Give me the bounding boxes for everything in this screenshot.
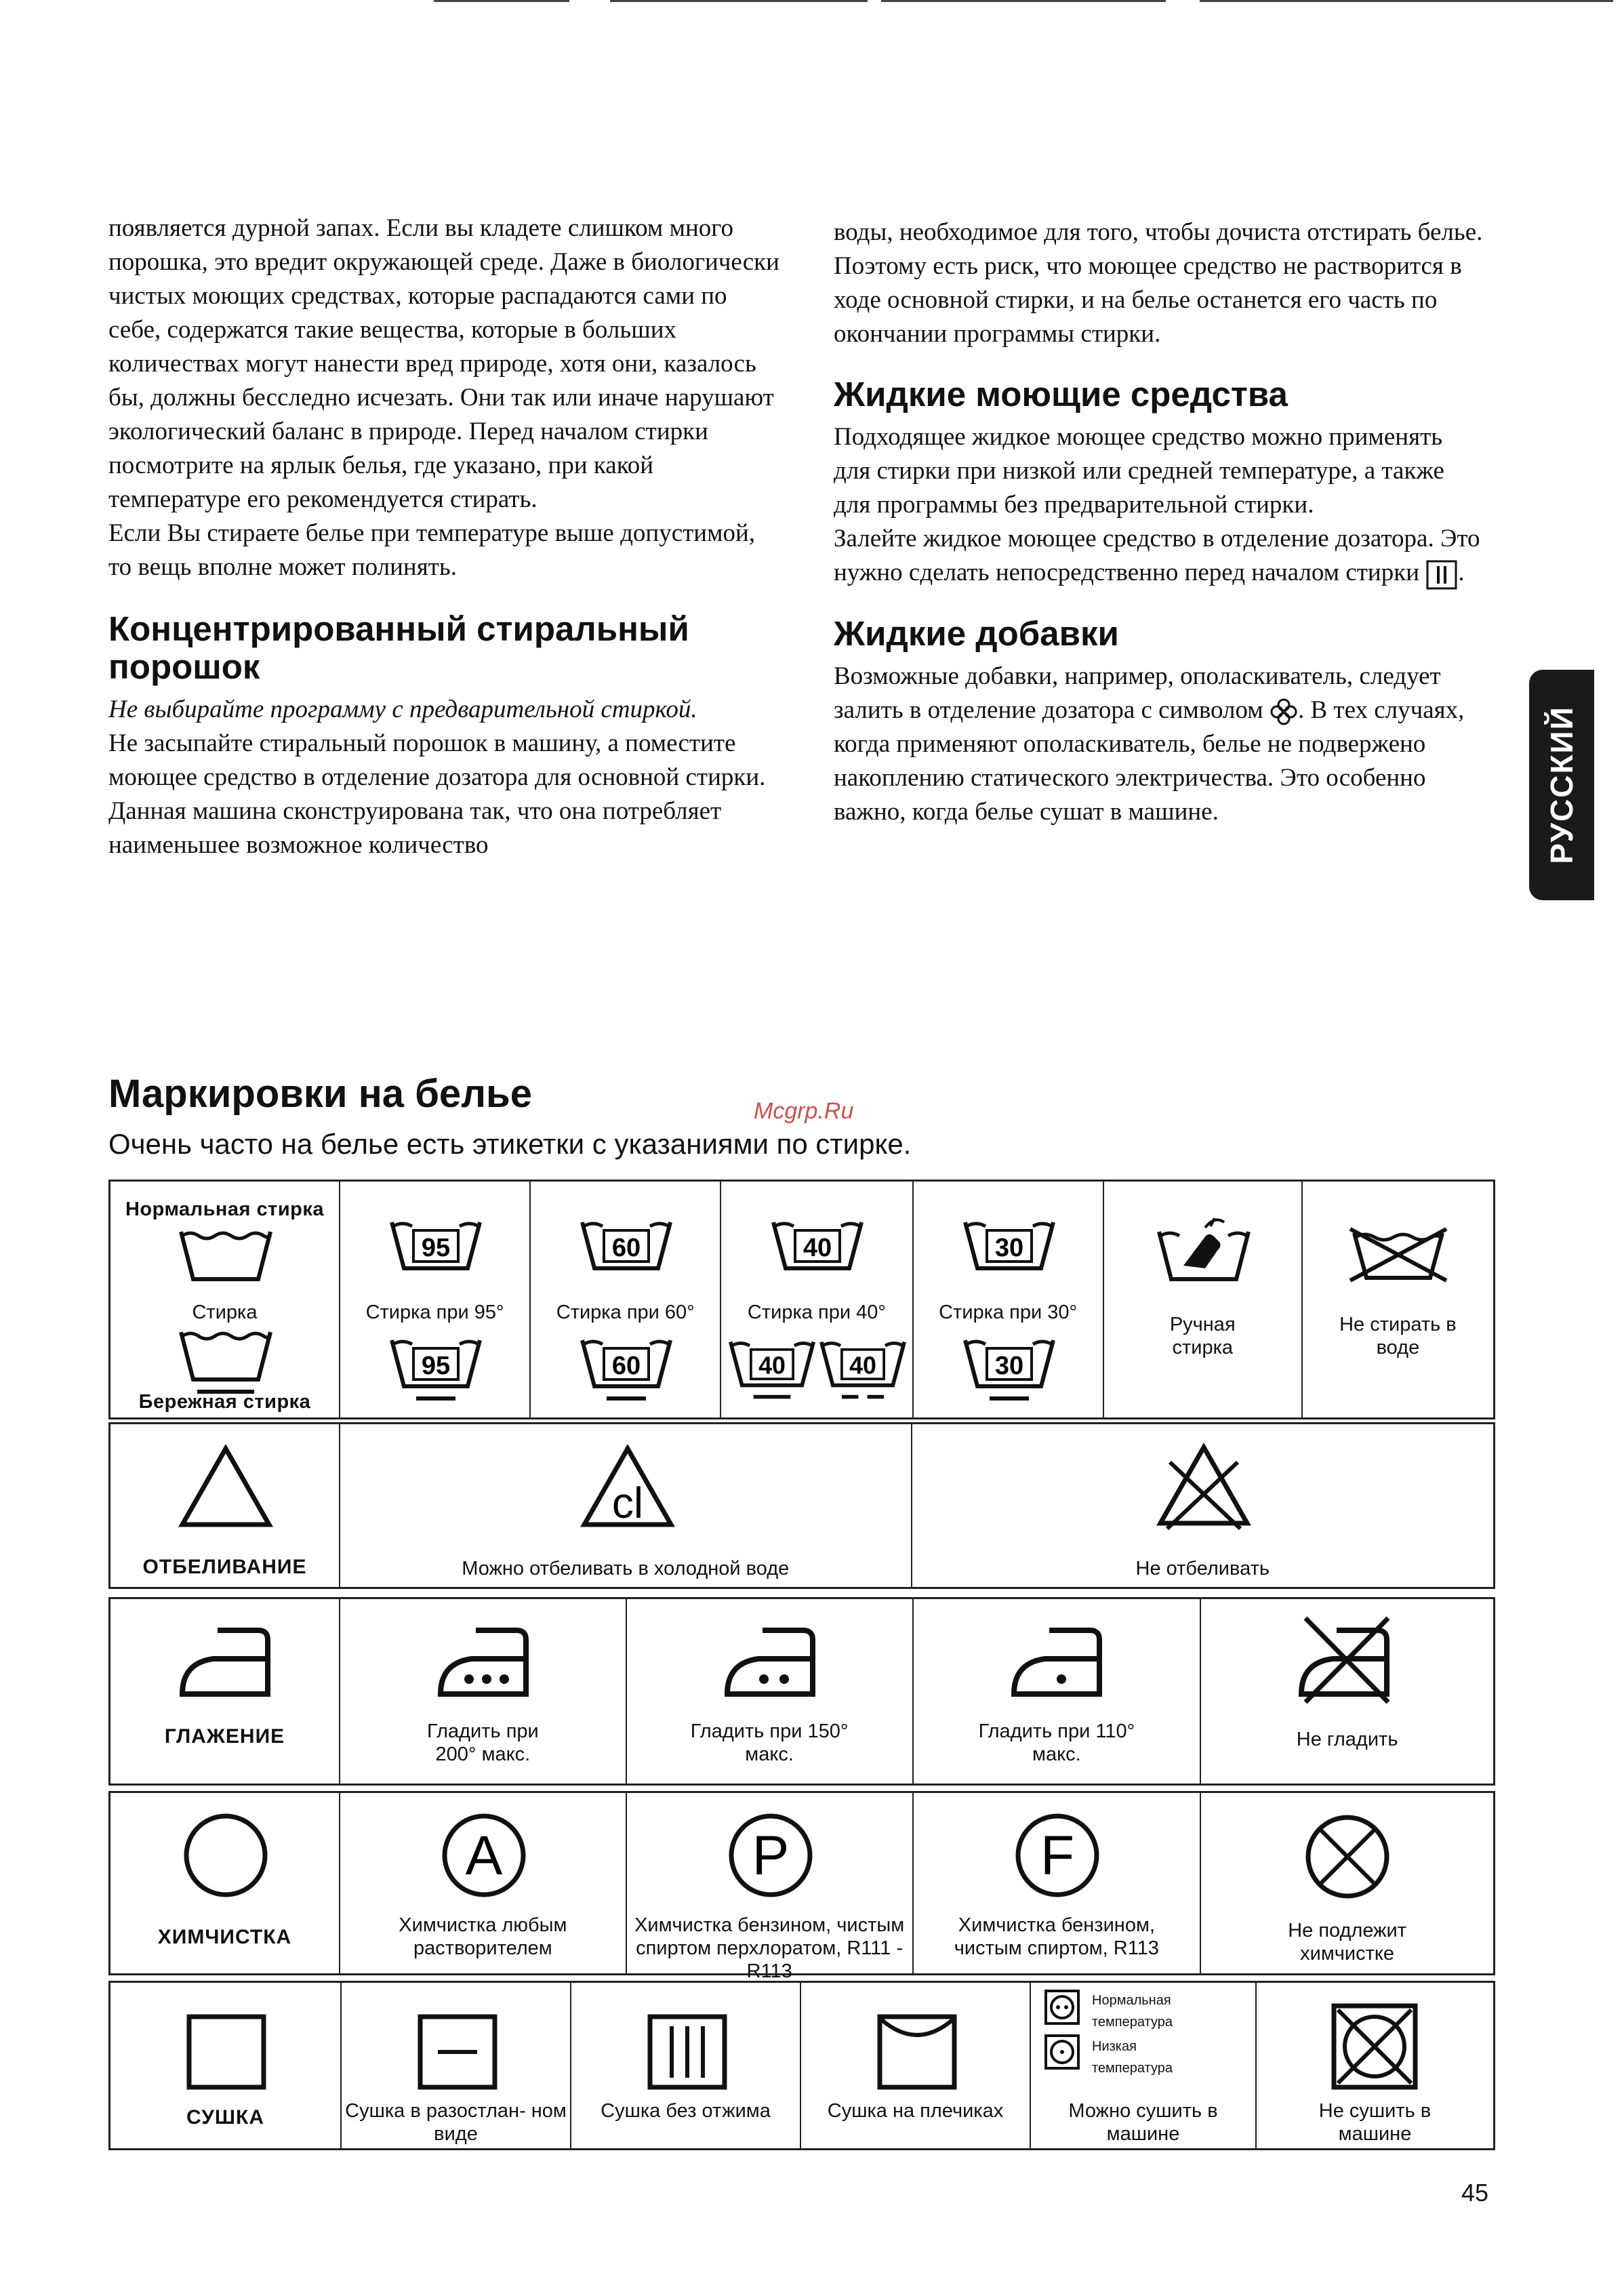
low-temp-label: Низкая температура	[1092, 2039, 1173, 2076]
wash-40-icon	[771, 1218, 864, 1272]
tumble-dry-cell	[1031, 1983, 1257, 2148]
left-paragraph-1: появляется дурной запах. Если вы кладете слишком много порошка, это вредит окружающей среде. Даже в биологически чистых моющих средствах, которые распадаются сами по себе, содержатся такие вещества, которые в больших количествах могут нанести вред природе, хотя они, казалось бы, должны бесследно исчезать. Они так или иначе нарушают экологический баланс в природе. Перед началом стирки посмотрите на ярлык белья, где указано, при какой температуре его рекомендуется стирать.	[108, 214, 779, 513]
left-paragraph-3: Не засыпайте стиральный порошок в машину, а поместите моющее средство в отделение дозатора для основной стирки.	[108, 729, 766, 791]
no-tumble-dry-cell	[1257, 1983, 1493, 2148]
hand-wash-icon	[1156, 1211, 1251, 1286]
wash-95-icon	[389, 1218, 483, 1272]
dry-clean-f-letter: F	[1040, 1825, 1074, 1887]
hand-wash-cell	[1104, 1182, 1303, 1417]
iron-symbols-row	[108, 1597, 1495, 1786]
hand-wash-label: Ручная стирка	[1169, 1314, 1236, 1358]
dry-clean-symbols-row	[108, 1791, 1495, 1982]
dry-flat-cell	[342, 1983, 571, 2148]
dry-clean-p-label: Химчистка бензином, чистым спиртом перхлоратом, R111 - R113	[634, 1914, 905, 1982]
chlorine-symbol-text: cl	[611, 1478, 644, 1527]
drying-square-icon	[186, 2014, 266, 2090]
iron-200-icon	[435, 1625, 534, 1699]
tumble-dry-low-icon	[1043, 2033, 1081, 2071]
wash-40-cell	[721, 1182, 913, 1417]
left-paragraph-2: Если Вы стираете белье при температуре выше допустимой, то вещь вполне может полинять.	[108, 519, 756, 581]
drip-dry-icon	[647, 2014, 727, 2090]
dry-title-cell	[110, 1983, 342, 2148]
right-paragraph-2: Поэтому есть риск, что моющее средство не растворится в ходе основной стирки, и на белье останется его часть по окончании программы стирки.	[834, 252, 1462, 348]
chlorine-bleach-icon	[580, 1445, 675, 1529]
svg-text:30: 30	[994, 1352, 1023, 1380]
do-not-bleach-icon	[1156, 1442, 1251, 1530]
right-paragraph-4-text: Залейте жидкое моющее средство в отделение дозатора. Это нужно сделать непосредственно перед началом стирки	[834, 525, 1480, 586]
right-paragraph-1: воды, необходимое для того, чтобы дочиста отстирать белье.	[834, 218, 1483, 246]
no-dry-clean-cell	[1201, 1793, 1493, 1973]
wash-symbols-row	[108, 1180, 1495, 1419]
heading-liquid-detergents: Жидкие моющие средства	[834, 375, 1288, 414]
top-rule	[610, 0, 868, 2]
italic-note: Не выбирайте программу с предварительной стиркой.	[108, 696, 697, 723]
iron-title: ГЛАЖЕНИЕ	[164, 1725, 285, 1748]
iron-title-cell	[110, 1599, 340, 1784]
bleach-triangle-icon	[178, 1445, 273, 1529]
section-title: Маркировки на белье	[108, 1072, 532, 1116]
svg-text:60: 60	[612, 1234, 641, 1262]
dry-clean-f-label: Химчистка бензином, чистым спиртом, R113	[954, 1914, 1159, 1959]
wash-30-icon	[962, 1218, 1056, 1272]
gentle-wash-label: Бережная стирка	[138, 1391, 311, 1413]
iron-110-label: Гладить при 110° макс.	[978, 1720, 1135, 1765]
gentle-wash-40-icon	[728, 1336, 816, 1404]
left-paragraph-4: Данная машина сконструирована так, что она потребляет наименьшее возможное количество	[108, 797, 722, 859]
right-paragraph-4	[834, 522, 1484, 590]
dry-drip-label: Сушка без отжима	[601, 2100, 771, 2122]
iron-110-icon	[1009, 1625, 1108, 1699]
page-number: 45	[1461, 2179, 1489, 2207]
wash-30-cell	[914, 1182, 1104, 1417]
dry-clean-a-cell	[340, 1793, 627, 1973]
dry-clean-f-icon	[1013, 1811, 1102, 1900]
iron-150-cell	[627, 1599, 914, 1784]
hang-dry-icon	[877, 2014, 957, 2090]
right-paragraph-5a: Возможные добавки, например, ополаскиватель, следует залить в отделение дозатора с символом	[834, 662, 1441, 724]
svg-text:95: 95	[421, 1234, 451, 1262]
wash-30-label: Стирка при 30°	[939, 1302, 1078, 1323]
wash-tub-icon	[177, 1229, 275, 1283]
svg-text:40: 40	[803, 1234, 832, 1262]
gentle-wash-95-icon	[389, 1336, 483, 1404]
gentle-wash-30-icon	[962, 1336, 1056, 1404]
iron-150-icon	[722, 1625, 821, 1699]
gentle-wash-60-icon	[580, 1336, 673, 1404]
right-paragraph-3: Подходящее жидкое моющее средство можно применять для стирки при низкой или средней температуре, а также для программы без предварительной стирки.	[834, 423, 1444, 519]
iron-110-cell	[914, 1599, 1202, 1784]
language-side-tab-label: РУССКИЙ	[1544, 706, 1579, 864]
dry-clean-circle-icon	[181, 1811, 270, 1900]
dry-symbols-row	[108, 1981, 1495, 2150]
tumble-dry-label: Можно сушить в машине	[1068, 2100, 1218, 2145]
bleach-title-cell	[110, 1424, 340, 1587]
iron-200-cell	[340, 1599, 627, 1784]
do-not-dry-clean-icon	[1301, 1811, 1394, 1903]
do-not-tumble-dry-icon	[1331, 2003, 1418, 2090]
extra-gentle-wash-40-icon	[819, 1336, 907, 1404]
top-rule	[434, 0, 569, 2]
left-column	[108, 212, 779, 862]
dry-clean-f-cell	[914, 1793, 1202, 1973]
heading-concentrated-powder: Концентрированный стиральный порошок	[108, 609, 689, 686]
right-paragraph-5b: . В тех случаях, когда применяют ополаскиватель, белье не подвержено накоплению статического электричества. Это особенно важно, когда белье сушат в машине.	[834, 696, 1465, 826]
no-tumble-dry-label: Не сушить в машине	[1318, 2100, 1432, 2145]
flower-softener-icon	[1270, 698, 1298, 726]
tumble-dry-normal-icon	[1043, 1988, 1081, 2026]
dry-hanger-cell	[801, 1983, 1031, 2148]
wash-label: Стирка	[192, 1302, 258, 1323]
svg-text:60: 60	[612, 1352, 641, 1380]
wash-95-label: Стирка при 95°	[365, 1302, 504, 1323]
wash-40-label: Стирка при 40°	[747, 1302, 886, 1323]
svg-text:40: 40	[849, 1352, 877, 1379]
wash-60-icon	[580, 1218, 673, 1272]
right-paragraph-4-end: .	[1458, 559, 1465, 586]
dry-clean-p-cell	[627, 1793, 914, 1982]
iron-200-label: Гладить при 200° макс.	[427, 1720, 539, 1765]
no-bleach-cell	[912, 1424, 1493, 1587]
dry-flat-icon	[418, 2014, 498, 2090]
dry-flat-label: Сушка в разостлан- ном виде	[345, 2100, 567, 2145]
wash-60-cell	[531, 1182, 721, 1417]
dry-clean-title-cell	[110, 1793, 340, 1973]
bleach-cold-label: Можно отбеливать в холодной воде	[462, 1558, 790, 1579]
right-column	[834, 216, 1484, 829]
dry-hanger-label: Сушка на плечиках	[827, 2100, 1004, 2122]
bleach-cold-cell	[340, 1424, 912, 1587]
do-not-wash-icon	[1347, 1226, 1449, 1283]
svg-text:95: 95	[421, 1352, 451, 1380]
normal-wash-label: Нормальная стирка	[125, 1199, 325, 1220]
no-iron-label: Не гладить	[1296, 1729, 1398, 1750]
main-wash-compartment-icon	[1425, 559, 1458, 590]
wash-normal-cell	[110, 1182, 340, 1417]
dry-clean-a-letter: A	[465, 1825, 503, 1887]
svg-text:30: 30	[994, 1234, 1023, 1262]
dry-clean-a-label: Химчистка любым растворителем	[399, 1914, 567, 1959]
gentle-wash-tub-icon	[177, 1329, 275, 1397]
dry-clean-a-icon	[439, 1811, 529, 1900]
dry-title: СУШКА	[186, 2106, 265, 2129]
no-wash-label: Не стирать в воде	[1339, 1314, 1457, 1358]
watermark: Mcgrp.Ru	[754, 1098, 854, 1124]
bleach-symbols-row	[108, 1422, 1495, 1589]
normal-temp-label: Нормальная температура	[1092, 1993, 1173, 2030]
no-dry-clean-label: Не подлежит химчистке	[1288, 1920, 1407, 1965]
do-not-iron-icon	[1296, 1614, 1395, 1706]
no-iron-cell	[1201, 1599, 1493, 1784]
svg-text:40: 40	[758, 1352, 786, 1379]
right-paragraph-5	[834, 660, 1484, 829]
language-side-tab	[1529, 670, 1594, 900]
bleach-title: ОТБЕЛИВАНИЕ	[142, 1556, 307, 1578]
wash-95-cell	[340, 1182, 531, 1417]
no-wash-cell	[1303, 1182, 1493, 1417]
wash-60-label: Стирка при 60°	[556, 1302, 695, 1323]
top-rule	[1200, 0, 1613, 2]
dry-clean-title: ХИМЧИСТКА	[157, 1926, 292, 1948]
no-bleach-label: Не отбеливать	[1135, 1558, 1270, 1579]
section-subtitle: Очень часто на белье есть этикетки с указаниями по стирке.	[108, 1128, 912, 1160]
iron-icon	[177, 1625, 276, 1699]
dry-clean-p-letter: P	[752, 1825, 790, 1887]
iron-150-label: Гладить при 150° макс.	[690, 1720, 849, 1765]
top-rule	[881, 0, 1166, 2]
heading-liquid-additives: Жидкие добавки	[834, 613, 1119, 653]
dry-clean-p-icon	[726, 1811, 815, 1900]
dry-drip-cell	[571, 1983, 801, 2148]
